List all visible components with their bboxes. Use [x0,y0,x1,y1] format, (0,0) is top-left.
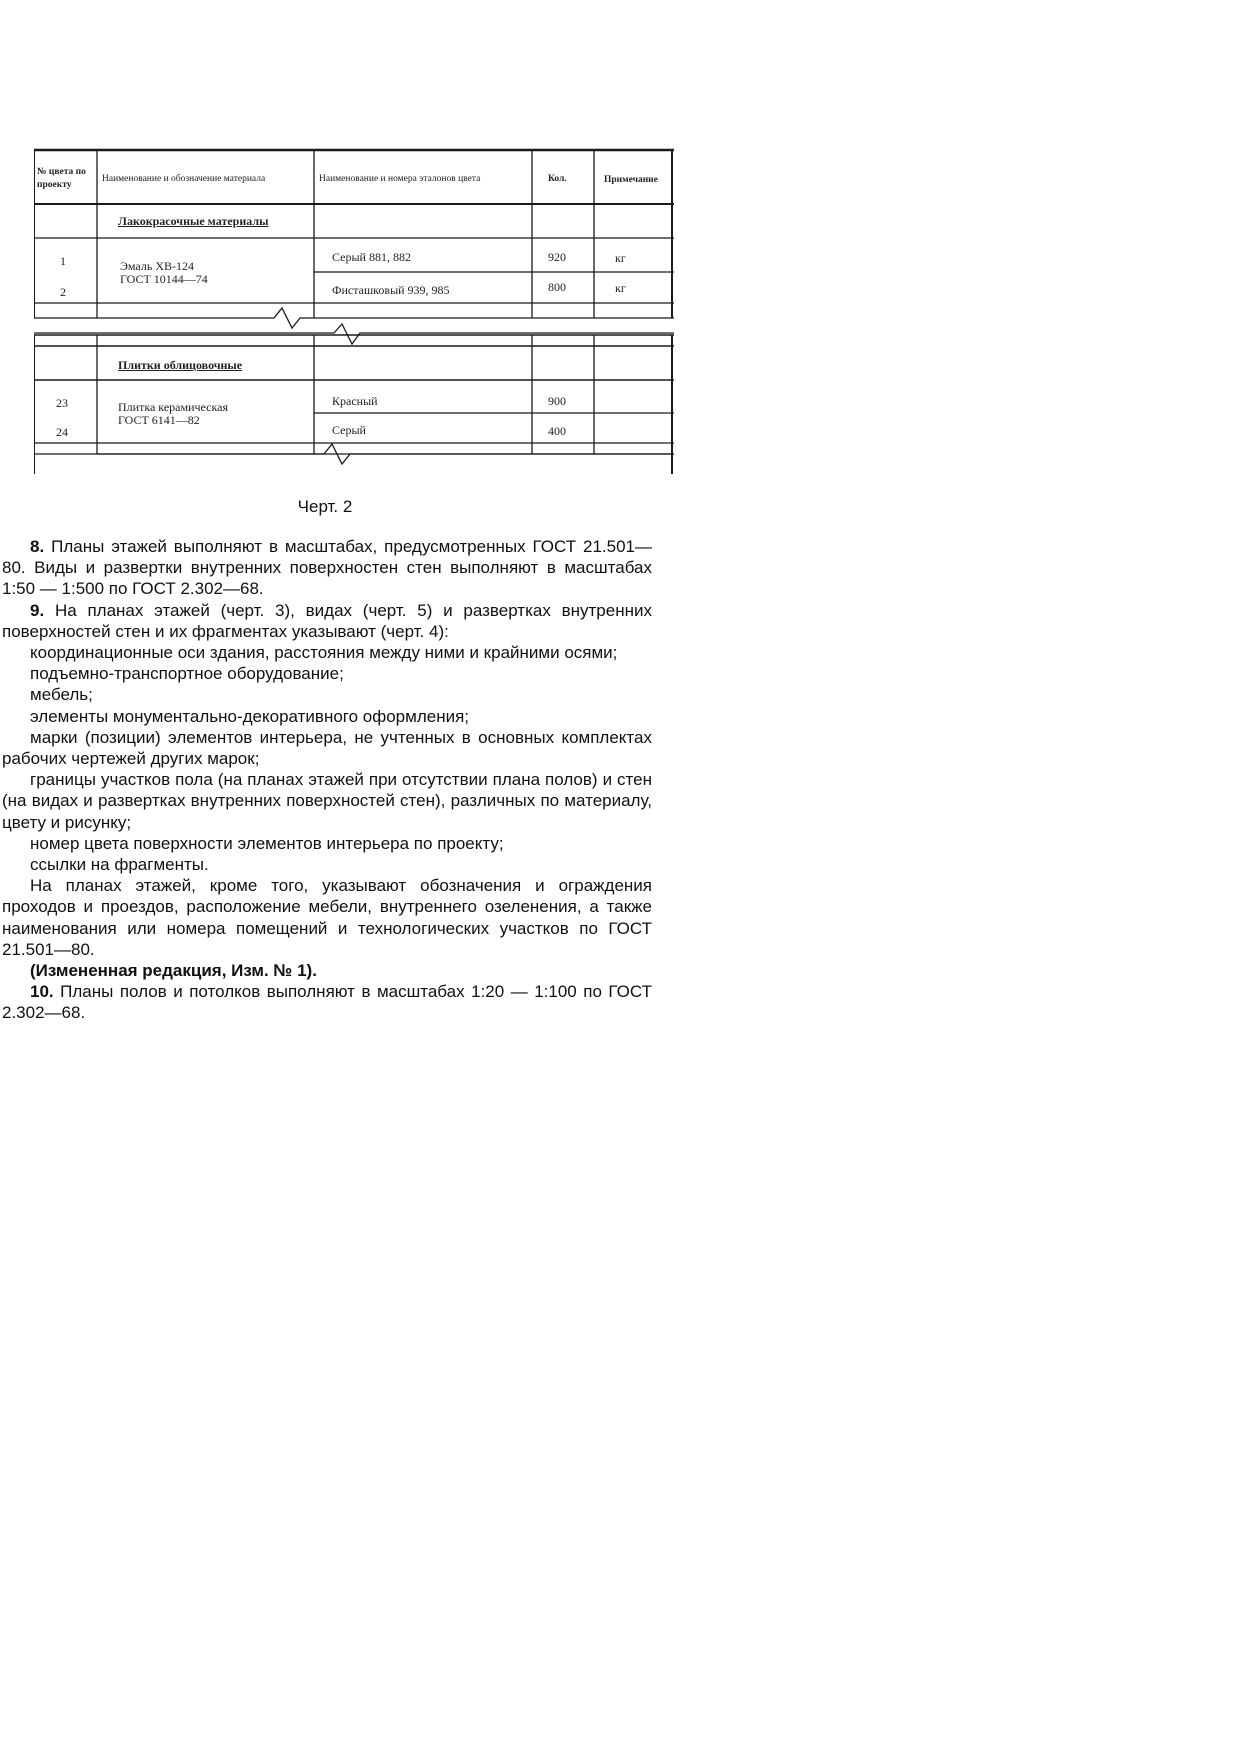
paragraph-9: 9. На планах этажей (черт. 3), видах (черт. 5) и развертках внутренних поверхностей стен и их фрагментах указывают (черт. 4): [2,600,652,641]
row-color-no: 24 [56,425,68,439]
body-text [2,536,652,1024]
list-item: координационные оси здания, расстояния между ними и крайними осями; [30,643,618,663]
revision-note: (Измененная редакция, Изм. № 1). [30,961,317,981]
material-name-line2: ГОСТ 6141—82 [118,413,200,427]
figure-caption: Черт. 2 [297,497,353,516]
material-name-line1: Плитка керамическая [118,400,228,414]
material-name-line2: ГОСТ 10144—74 [120,272,208,286]
row-color-no: 1 [60,254,66,268]
row-color-no: 23 [56,396,68,410]
header-color-standards: Наименование и номера эталонов цвета [319,174,481,184]
list-item: марки (позиции) элементов интерьера, не учтенных в основных комплектах рабочих чертежей других марок; [2,727,652,769]
row-quantity: 400 [548,424,566,438]
row-color-standard: Фисташковый 939, 985 [332,283,450,297]
row-color-no: 2 [60,285,66,299]
row-quantity: 800 [548,280,566,294]
list-item: ссылки на фрагменты. [30,855,209,875]
list-item: мебель; [30,685,93,705]
list-item: границы участков пола (на планах этажей при отсутствии плана полов) и стен (на видах и развертках внутренних поверхностей стен), различных по материалу, цвету и рисунку; [2,770,652,832]
row-color-standard: Серый [332,423,366,437]
paragraph-10: 10. Планы полов и потолков выполняют в масштабах 1:20 — 1:100 по ГОСТ 2.302—68. [2,982,652,1023]
paragraph-8: 8. Планы этажей выполняют в масштабах, предусмотренных ГОСТ 21.501—80. Виды и развертки внутренних поверхностен стен выполняют в масштабах 1:50 — 1:500 по ГОСТ 2.302—68. [2,537,652,599]
list-item: элементы монументально-декоративного оформления; [30,706,470,726]
row-unit: кг [615,251,626,265]
material-name-line1: Эмаль ХВ-124 [120,259,194,273]
color-table-figure [34,148,674,474]
row-color-standard: Серый 881, 882 [332,250,411,264]
row-unit: кг [615,281,626,295]
section-facing-tiles-title: Плитки облицовочные [118,358,243,372]
list-item: номер цвета поверхности элементов интерьера по проекту; [30,833,504,853]
header-material: Наименование и обозначение материала [102,174,266,184]
header-color-no-line2: проекту [37,180,72,190]
list-item: подъемно-транспортное оборудование; [30,664,344,684]
row-quantity: 900 [548,394,566,408]
header-quantity: Кол. [548,174,567,184]
row-quantity: 920 [548,250,566,264]
section-paint-materials-title: Лакокрасочные материалы [118,214,269,228]
header-note: Примечание [604,175,658,185]
row-color-standard: Красный [332,394,378,408]
paragraph-plans-additional: На планах этажей, кроме того, указывают обозначения и ограждения проходов и проездов, расположение мебели, внутреннего озеленения, а также наименования или номера помещений и технологических участков по ГОСТ 21.501—80. [2,876,652,959]
header-color-no-line1: № цвета по [37,167,86,177]
